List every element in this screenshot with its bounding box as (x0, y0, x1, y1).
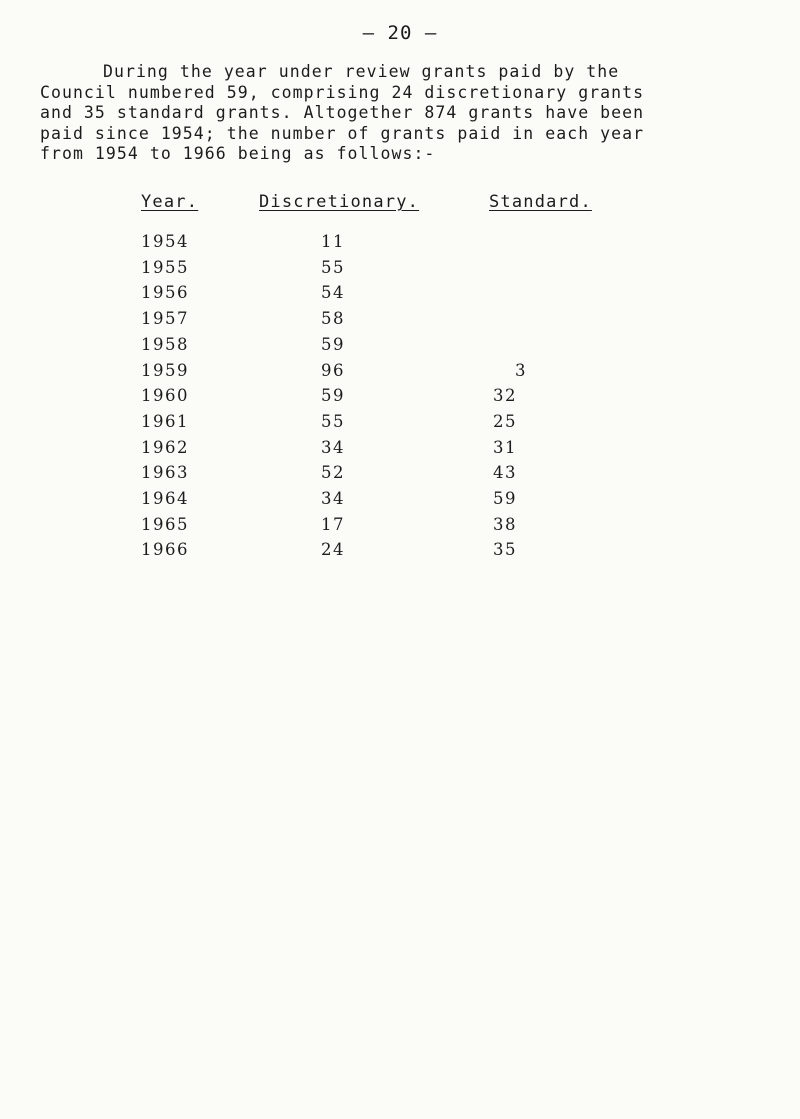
cell-standard: 38 (493, 514, 517, 534)
cell-year: 1961 (141, 411, 189, 431)
cell-standard: 25 (493, 411, 517, 431)
paragraph-line: Council numbered 59, comprising 24 discretionary grants (40, 82, 645, 102)
cell-year: 1965 (141, 514, 189, 534)
cell-year: 1964 (141, 489, 189, 508)
cell-discretionary: 96 (321, 360, 345, 380)
cell-standard: 31 (493, 437, 517, 457)
paragraph-line: and 35 standard grants. Altogether 874 grants have been (40, 103, 645, 122)
cell-discretionary: 54 (321, 283, 345, 303)
page-number: — 20 — (362, 22, 438, 44)
cell-standard: 35 (493, 540, 517, 560)
paragraph-line: paid since 1954; the number of grants paid in each year (40, 123, 645, 143)
header-discretionary: Discretionary. (259, 192, 420, 212)
cell-discretionary: 34 (321, 437, 345, 457)
cell-year: 1956 (141, 283, 189, 303)
cell-discretionary: 59 (321, 334, 345, 354)
paragraph-line: from 1954 to 1966 being as follows:- (40, 144, 436, 163)
cell-year: 1962 (141, 437, 189, 457)
cell-discretionary: 24 (321, 540, 345, 560)
cell-discretionary: 58 (321, 309, 345, 329)
cell-discretionary: 55 (321, 411, 345, 431)
cell-standard: 43 (493, 463, 517, 483)
cell-year: 1957 (141, 309, 189, 329)
cell-discretionary: 52 (321, 463, 345, 483)
cell-discretionary: 34 (321, 489, 345, 508)
cell-year: 1954 (141, 232, 189, 251)
cell-standard: 59 (493, 489, 517, 508)
header-year: Year. (141, 192, 199, 212)
cell-discretionary: 55 (321, 257, 345, 277)
paragraph-line: During the year under review grants paid by the (103, 62, 620, 81)
cell-year: 1963 (141, 463, 189, 483)
cell-year: 1966 (141, 540, 189, 560)
cell-standard: 3 (515, 360, 527, 380)
header-standard: Standard. (489, 192, 592, 212)
cell-standard: 32 (493, 386, 517, 406)
cell-year: 1960 (141, 386, 189, 406)
body-paragraph (40, 62, 760, 165)
cell-discretionary: 17 (321, 514, 345, 534)
cell-discretionary: 11 (321, 232, 345, 251)
cell-discretionary: 59 (321, 386, 345, 406)
cell-year: 1958 (141, 334, 189, 354)
cell-year: 1955 (141, 257, 189, 277)
cell-year: 1959 (141, 360, 189, 380)
